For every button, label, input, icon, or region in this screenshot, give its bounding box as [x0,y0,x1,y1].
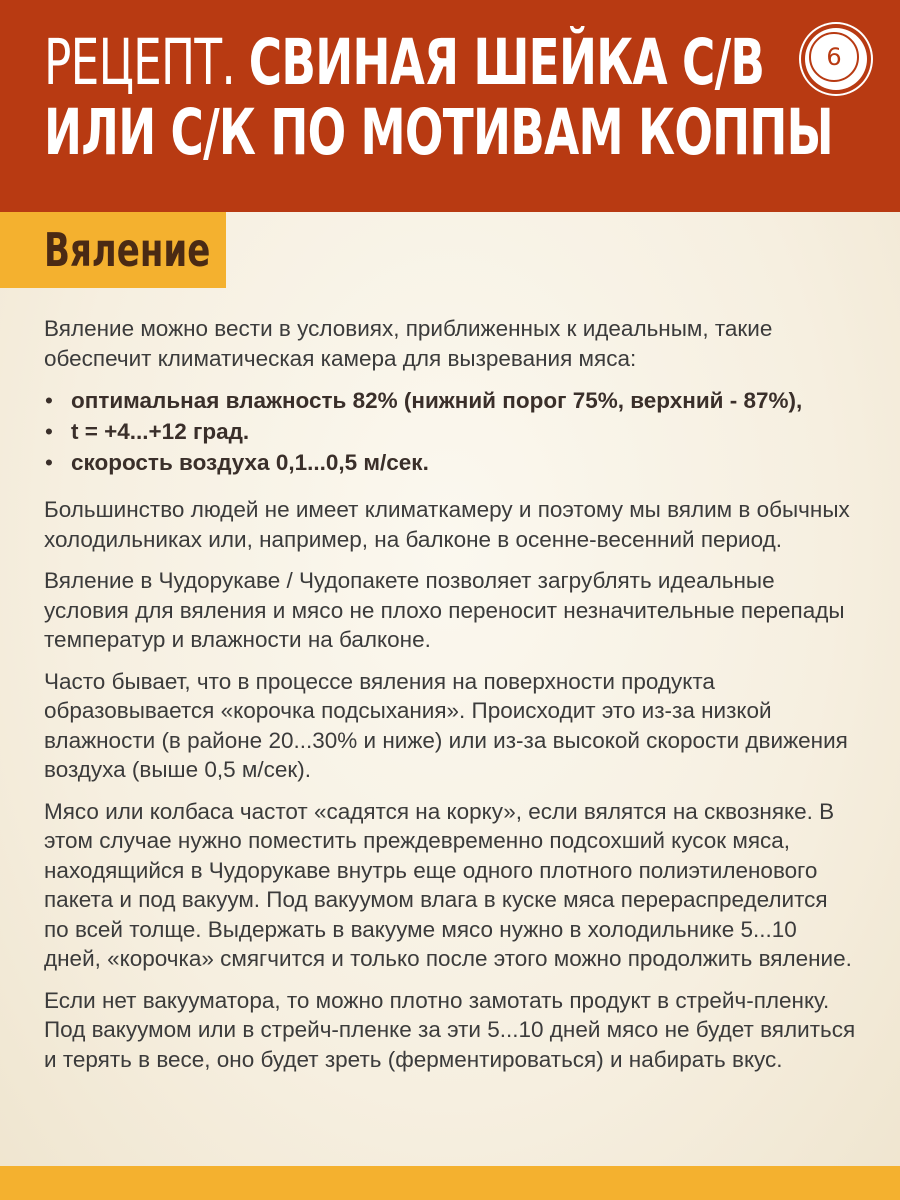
intro-paragraph: Вяление можно вести в условиях, приближенных к идеальным, такие обеспечит климатическая камера для вызревания мяса: [44,316,773,371]
section-heading-band [0,212,226,288]
list-item-text: скорость воздуха 0,1...0,5 м/сек. [71,450,429,475]
paragraph: Мясо или колбаса частот «садятся на корку», если вялятся на сквозняке. В этом случае нужно поместить преждевременно подсохший кусок мяса, находящийся в Чудорукаве внутрь еще одного плотного полиэтиленового пакета и под вакуум. Под вакуумом влага в куске мяса перераспределится по всей толще. Выдержать в вакууме мясо нужно в холодильнике 5...10 дней, «корочка» смягчится и только после этого можно продолжить вяление. [44,798,852,971]
paragraph: Если нет вакууматора, то можно плотно замотать продукт в стрейч-пленку. Под вакуумом или в стрейч-пленке за эти 5...10 дней мясо не будет вялиться и терять в весе, оно будет зреть (ферментироваться) и набирать вкус. [44,987,856,1072]
bullet-icon: • [45,388,53,413]
bullet-icon: • [45,450,53,475]
list-item [44,385,856,416]
list-item [44,416,856,447]
footer-band [0,1166,900,1200]
article-body [44,314,856,1086]
paragraph: Вяление в Чудорукаве / Чудопакете позволяет загрублять идеальные условия для вяления и мясо не плохо переносит незначительные перепады температур и влажности на балконе. [44,568,845,652]
title-main-line-2: ИЛИ С/К ПО МОТИВАМ КОППЫ [44,96,833,169]
paragraph: Часто бывает, что в процессе вяления на поверхности продукта образовывается «корочка подсыхания». Происходит это из-за низкой влажности (в районе 20...30% и ниже) или из-за высокой скорости движения воздуха (выше 0,5 м/сек). [44,668,848,782]
title-main-line-1: СВИНАЯ ШЕЙКА С/В [248,26,765,99]
list-item [44,447,856,478]
paragraph: Большинство людей не имеет климаткамеру и поэтому мы вялим в обычных холодильниках или, например, на балконе в осенне-весенний период. [44,497,850,552]
title-line-1 [44,26,765,99]
page-number: 6 [809,32,859,82]
bullet-icon: • [45,419,53,444]
section-title: Вяление [44,223,211,277]
page-title [44,26,833,169]
title-prefix: РЕЦЕПТ. [44,26,236,99]
list-item-text: t = +4...+12 град. [71,419,250,444]
header-banner [0,0,900,212]
list-item-text: оптимальная влажность 82% (нижний порог 75%, верхний - 87%), [71,388,803,413]
conditions-list [44,385,856,478]
page-number-badge [805,28,867,90]
